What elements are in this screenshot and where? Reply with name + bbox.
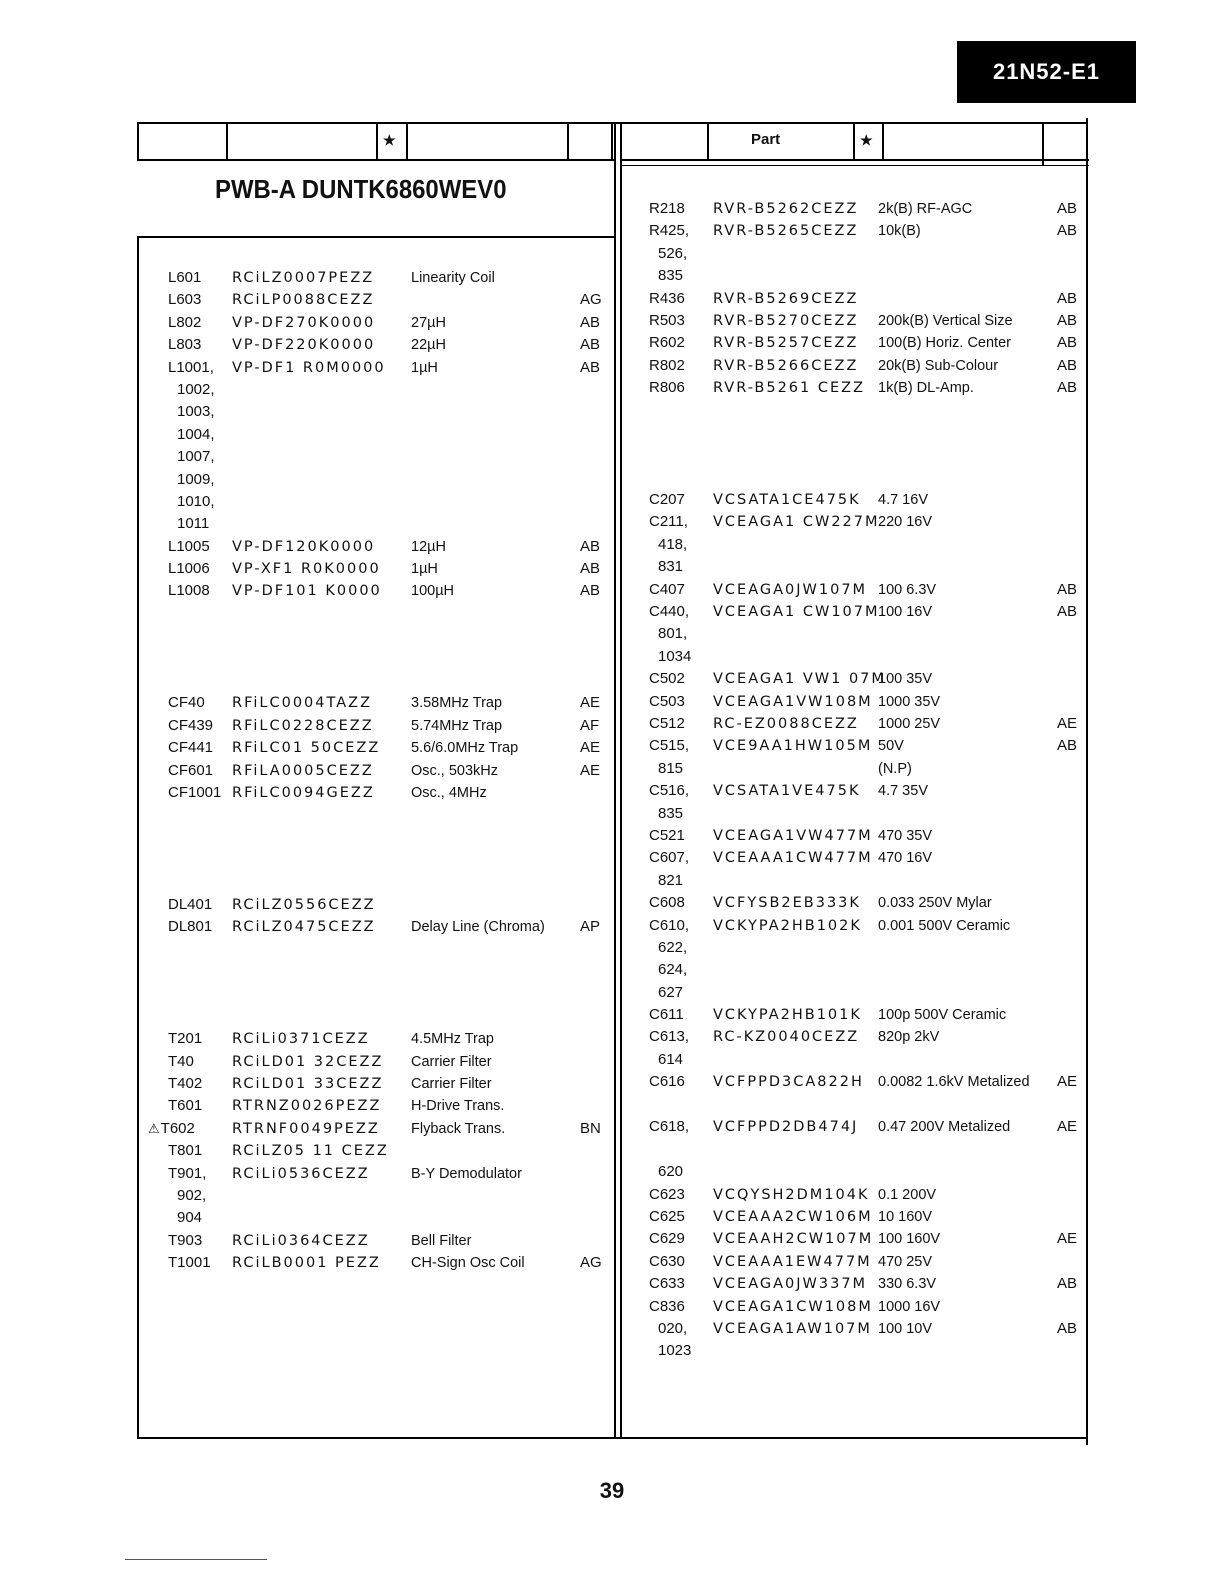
part-ref: 1023	[658, 1342, 692, 1360]
part-ref: C623	[649, 1185, 685, 1203]
part-ref: 831	[658, 558, 684, 576]
hdr-div-8	[853, 122, 855, 160]
part-code: RCiLZ0556CEZZ	[232, 896, 376, 913]
part-desc: 12µH	[411, 538, 446, 555]
part-desc: 2k(B) RF-AGC	[878, 201, 973, 217]
part-desc: 470 16V	[878, 850, 933, 867]
part-desc: 330 6.3V	[878, 1276, 937, 1293]
part-ref: CF441	[168, 739, 214, 757]
part-ref: 902,	[177, 1187, 207, 1205]
hdr-div-5	[567, 122, 569, 160]
part-rank: AB	[1057, 603, 1078, 621]
part-desc: 100 10V	[878, 1320, 933, 1337]
part-rank: AE	[1057, 1073, 1078, 1091]
part-code: VCKYPA2HB102K	[713, 917, 862, 934]
part-ref: T601	[168, 1097, 203, 1115]
part-row	[0, 668, 1086, 690]
part-ref: C608	[649, 894, 685, 912]
part-desc: 10 160V	[878, 1209, 933, 1226]
part-code: RFiLC01 50CEZZ	[232, 740, 381, 757]
part-code: RVR-B5261 CEZZ	[713, 380, 866, 397]
part-code: VCEAGA0JW107M	[713, 581, 868, 598]
part-rank: AF	[580, 716, 600, 734]
part-row	[0, 825, 1086, 847]
part-row	[0, 982, 1086, 1004]
part-code: VCEAGA1CW108M	[713, 1298, 873, 1315]
part-ref: R802	[649, 356, 685, 374]
part-code: VCEAGA1 CW107M	[713, 604, 880, 621]
part-ref: C503	[649, 692, 685, 710]
part-desc: Carrier Filter	[411, 1076, 492, 1093]
part-row	[0, 220, 1086, 242]
part-ref: 1011	[177, 515, 210, 533]
part-code: VCEAAA2CW106M	[713, 1209, 873, 1226]
part-ref: 1003,	[177, 403, 215, 421]
page-number: 39	[599, 1478, 625, 1503]
part-ref: CF601	[168, 761, 214, 779]
part-row	[0, 601, 1086, 623]
part-row	[0, 713, 1086, 735]
part-desc: H-Drive Trans.	[411, 1098, 505, 1115]
part-code: RC-EZ0088CEZZ	[713, 715, 859, 732]
part-desc: 470 35V	[878, 827, 933, 844]
part-ref: C521	[649, 826, 685, 844]
part-ref: DL801	[168, 918, 213, 936]
part-desc: 20k(B) Sub-Colour	[878, 357, 999, 374]
part-ref: L1001,	[168, 358, 214, 376]
part-code: VP-DF101 K0000	[232, 583, 382, 600]
part-ref: DL401	[168, 895, 213, 913]
part-desc: 100 35V	[878, 671, 933, 688]
part-code: VCEAGA1AW107M	[713, 1320, 872, 1337]
part-code: VP-XF1 R0K0000	[232, 561, 381, 578]
part-ref: T801	[168, 1142, 203, 1160]
part-desc: 100µH	[411, 583, 455, 600]
part-desc: 1000 25V	[878, 715, 941, 732]
board-title: PWB-A DUNTK6860WEV0	[215, 174, 507, 204]
part-ref: C607,	[649, 849, 690, 867]
part-row	[0, 511, 1086, 533]
part-row	[0, 870, 1086, 892]
part-ref: C613,	[649, 1028, 690, 1046]
part-row	[0, 1184, 1086, 1206]
part-row	[0, 1206, 1086, 1228]
part-row	[0, 1026, 1086, 1048]
hdr-div-6	[611, 122, 613, 160]
part-desc: 820p 2kV	[878, 1029, 940, 1046]
part-ref: L803	[168, 336, 202, 354]
bottom-line	[137, 1437, 1088, 1439]
part-ref: T201	[168, 1030, 203, 1048]
part-desc: 22µH	[411, 337, 446, 354]
part-desc: 200k(B) Vertical Size	[878, 312, 1013, 329]
part-ref: R436	[649, 289, 685, 307]
part-ref: C211,	[649, 513, 688, 531]
part-rank: AB	[580, 336, 601, 354]
part-row	[0, 489, 1086, 511]
part-ref: C629	[649, 1230, 685, 1248]
part-desc: 1µH	[411, 561, 438, 578]
part-rank: AE	[580, 694, 601, 712]
part-row	[0, 1340, 1086, 1362]
part-rank: AB	[1057, 289, 1078, 307]
footer-link-line	[125, 1559, 267, 1560]
part-row	[0, 937, 1086, 959]
part-ref: T901,	[168, 1164, 207, 1182]
part-row	[0, 355, 1086, 377]
hdr-div-2	[226, 122, 228, 160]
part-ref: 904	[177, 1209, 203, 1227]
part-ref: R503	[649, 311, 685, 329]
part-code: RVR-B5266CEZZ	[713, 357, 859, 374]
part-ref: C633	[649, 1275, 685, 1293]
part-desc: 0.1 200V	[878, 1186, 937, 1203]
part-ref: C618,	[649, 1118, 690, 1136]
part-row	[0, 1273, 1086, 1295]
part-code: VCEAGA1 VW1 07M	[713, 671, 886, 688]
part-ref: C630	[649, 1252, 685, 1270]
hdr-div-9	[882, 122, 884, 160]
part-rank: AE	[1057, 714, 1078, 732]
part-rank: AB	[1057, 580, 1078, 598]
part-row	[0, 288, 1086, 310]
part-ref: 821	[658, 871, 684, 889]
part-desc: 4.7 16V	[878, 492, 928, 509]
part-code: RFiLA0005CEZZ	[232, 762, 374, 779]
part-ref: 627	[658, 983, 684, 1001]
part-code: RCiLP0088CEZZ	[232, 292, 375, 309]
part-rank: AB	[1057, 379, 1078, 397]
part-ref: 1002,	[177, 380, 215, 398]
part-desc: Flyback Trans.	[411, 1120, 506, 1137]
part-desc: CH-Sign Osc Coil	[411, 1255, 525, 1272]
part-desc: 0.47 200V Metalized	[878, 1119, 1011, 1136]
part-desc: B-Y Demodulator	[411, 1165, 522, 1182]
part-rank: AE	[1057, 1230, 1078, 1248]
part-code: VP-DF220K0000	[232, 337, 376, 354]
part-ref: L601	[168, 269, 202, 286]
part-rank: AB	[580, 313, 601, 331]
part-desc: 100 6.3V	[878, 581, 937, 598]
part-desc: 1000 16V	[878, 1298, 941, 1315]
part-code: VCEAAA1EW477M	[713, 1253, 872, 1270]
part-code: RFiLC0228CEZZ	[232, 717, 374, 734]
part-code: VCE9AA1HW105M	[713, 738, 873, 755]
warning-triangle-icon: ⚠	[148, 1120, 160, 1136]
part-code: RCiLD01 32CEZZ	[232, 1053, 384, 1070]
part-rank: AE	[580, 761, 601, 779]
part-code: RVR-B5269CEZZ	[713, 290, 859, 307]
hdr-div-3	[376, 122, 378, 160]
part-desc: 1µH	[411, 359, 438, 376]
part-ref: 614	[658, 1050, 684, 1068]
part-row	[0, 198, 1086, 220]
part-desc: 0.001 500V Ceramic	[878, 917, 1011, 934]
part-row	[0, 1161, 1086, 1183]
part-code: RCiLZ0007PEZZ	[232, 270, 375, 286]
part-code: RC-KZ0040CEZZ	[713, 1029, 860, 1046]
part-code: VCEAGA1VW477M	[713, 827, 873, 844]
part-ref: C611	[649, 1006, 684, 1024]
part-row	[0, 243, 1086, 265]
header-star-left: ★	[383, 132, 396, 148]
part-ref: CF1001	[168, 783, 222, 801]
part-rank: BN	[580, 1119, 601, 1137]
part-rank: AB	[580, 537, 601, 555]
part-desc: 1k(B) DL-Amp.	[878, 380, 974, 397]
part-code: VCEAGA1VW108M	[713, 693, 873, 710]
part-row	[0, 803, 1086, 825]
header-part-label: Part	[751, 131, 781, 148]
part-row	[0, 444, 1086, 466]
part-ref: R602	[649, 334, 685, 352]
part-ref: C440,	[649, 603, 690, 621]
part-ref: L603	[168, 291, 202, 309]
part-rank: AE	[1057, 1118, 1078, 1136]
part-ref: 620	[658, 1163, 684, 1181]
part-ref: C836	[649, 1297, 685, 1315]
right-border	[1086, 118, 1088, 1445]
part-ref: 801,	[658, 625, 688, 643]
part-code: RCiLZ0475CEZZ	[232, 919, 376, 936]
part-code: RCiLD01 33CEZZ	[232, 1076, 384, 1093]
part-ref: 835	[658, 804, 684, 822]
part-row	[0, 377, 1086, 399]
part-ref: 1009,	[177, 470, 215, 488]
part-row	[0, 780, 1086, 802]
part-code: VCEAGA0JW337M	[713, 1276, 868, 1293]
part-desc: Linearity Coil	[411, 270, 495, 286]
part-ref: 622,	[658, 938, 688, 956]
part-ref: 418,	[658, 535, 688, 553]
part-rank: AB	[1057, 200, 1078, 217]
part-row	[0, 332, 1086, 354]
part-rank: AB	[580, 560, 601, 578]
part-ref: L1005	[168, 537, 210, 555]
part-rank: AB	[1057, 737, 1078, 755]
part-code: RVR-B5270CEZZ	[713, 312, 859, 329]
part-rank: AB	[580, 582, 601, 600]
part-ref: 624,	[658, 961, 688, 979]
part-row	[0, 1318, 1086, 1340]
part-code: VCFPPD2DB474J	[713, 1119, 859, 1136]
header-under-line-right	[620, 165, 1089, 166]
hdr-div-7	[707, 122, 709, 160]
part-row	[0, 623, 1086, 645]
part-code: RCiLZ05 11 CEZZ	[232, 1143, 389, 1160]
part-code: RCiLi0536CEZZ	[232, 1165, 370, 1182]
part-row	[0, 646, 1086, 668]
part-ref: 835	[658, 267, 684, 285]
part-desc: 10k(B)	[878, 223, 921, 240]
part-code: VCEAAH2CW107M	[713, 1231, 874, 1248]
part-desc: Bell Filter	[411, 1232, 472, 1249]
part-code: RTRNZ0026PEZZ	[232, 1098, 382, 1115]
part-ref: C502	[649, 670, 685, 688]
part-desc: 5.6/6.0MHz Trap	[411, 740, 519, 757]
part-code: VCEAAA1CW477M	[713, 850, 873, 867]
part-code: RFiLC0094GEZZ	[232, 784, 375, 801]
part-row	[0, 915, 1086, 937]
part-rank: AB	[1057, 356, 1078, 374]
part-ref: C515,	[649, 737, 690, 755]
part-rank: AG	[580, 291, 602, 309]
part-desc: Carrier Filter	[411, 1053, 492, 1070]
part-ref: C625	[649, 1208, 685, 1226]
part-row	[0, 735, 1086, 757]
part-row	[0, 959, 1086, 981]
part-desc: Osc., 4MHz	[411, 784, 487, 801]
part-rank: AG	[580, 1254, 602, 1272]
part-ref: CF40	[168, 694, 205, 712]
part-desc: 0.033 250V Mylar	[878, 895, 992, 912]
part-desc: 100p 500V Ceramic	[878, 1007, 1007, 1024]
part-row	[0, 467, 1086, 489]
part-ref: C610,	[649, 916, 690, 934]
part-row	[0, 1296, 1086, 1318]
part-row	[0, 847, 1086, 869]
part-row	[0, 579, 1086, 601]
part-code: RVR-B5262CEZZ	[713, 201, 859, 217]
part-desc: 50V	[878, 738, 904, 755]
part-ref: 1007,	[177, 448, 215, 466]
part-ref: T40	[168, 1052, 194, 1070]
part-row	[0, 400, 1086, 422]
part-rank: AB	[1057, 311, 1078, 329]
part-desc: 100 16V	[878, 604, 933, 621]
page-code-badge: 21N52-E1	[957, 41, 1136, 103]
part-code: VCFYSB2EB333K	[713, 895, 861, 912]
part-row	[0, 1228, 1086, 1250]
part-ref: 020,	[658, 1319, 688, 1337]
part-code: RCiLB0001 PEZZ	[232, 1255, 381, 1272]
part-desc: 27µH	[411, 314, 446, 331]
part-desc: Osc., 503kHz	[411, 762, 499, 779]
part-ref: T903	[168, 1231, 203, 1249]
part-desc: 470 25V	[878, 1253, 933, 1270]
part-code: RCiLi0364CEZZ	[232, 1232, 370, 1249]
part-desc: Delay Line (Chroma)	[411, 919, 545, 936]
part-row	[0, 1049, 1086, 1071]
part-ref: R425,	[649, 222, 690, 240]
part-code: RCiLi0371CEZZ	[232, 1031, 370, 1048]
part-ref: CF439	[168, 716, 214, 734]
part-ref: C616	[649, 1073, 685, 1091]
part-ref: 1034	[658, 647, 692, 665]
right-parts-list	[0, 198, 1086, 1363]
part-desc: 5.74MHz Trap	[411, 717, 503, 734]
part-row	[0, 1116, 1086, 1161]
part-ref: L1008	[168, 582, 210, 600]
part-rank: AB	[1057, 1275, 1078, 1293]
part-row	[0, 556, 1086, 578]
part-code: VP-DF1 R0M0000	[232, 359, 386, 376]
part-rank: AB	[1057, 1319, 1078, 1337]
part-desc: 220 16V	[878, 514, 933, 531]
part-ref-text: T602	[160, 1119, 195, 1137]
part-rank: AB	[1057, 222, 1078, 240]
part-ref: 1004,	[177, 425, 215, 443]
part-row	[0, 1071, 1086, 1116]
part-ref: 1010,	[177, 492, 215, 510]
part-desc: 1000 35V	[878, 693, 941, 710]
part-row	[0, 1251, 1086, 1273]
part-desc: 4.7 35V	[878, 783, 928, 800]
part-row	[0, 1004, 1086, 1026]
part-code: VCSATA1CE475K	[713, 492, 861, 509]
part-row	[0, 310, 1086, 332]
part-code: RTRNF0049PEZZ	[232, 1120, 380, 1137]
part-ref: T402	[168, 1075, 203, 1093]
part-ref: R218	[649, 200, 685, 217]
header-bottom-line-right	[620, 159, 1089, 161]
part-desc: 100(B) Horiz. Center	[878, 335, 1011, 352]
part-rank: AB	[580, 358, 601, 376]
part-code: RVR-B5257CEZZ	[713, 335, 859, 352]
part-rank: AB	[1057, 334, 1078, 352]
part-ref: C516,	[649, 782, 690, 800]
part-code: VCEAGA1 CW227M	[713, 514, 880, 531]
hdr-div-1	[137, 122, 139, 160]
header-star-right: ★	[860, 132, 873, 148]
part-rank: AE	[580, 739, 601, 757]
hdr-div-10	[1042, 122, 1044, 166]
part-ref: C512	[649, 714, 685, 732]
part-row	[0, 892, 1086, 914]
part-row	[0, 691, 1086, 713]
part-ref: C207	[649, 491, 685, 509]
part-ref: 815	[658, 759, 684, 777]
part-desc: 100 160V	[878, 1231, 941, 1248]
part-ref: C407	[649, 580, 685, 598]
part-rank: AP	[580, 918, 601, 936]
part-ref: L802	[168, 313, 202, 331]
part-desc: (N.P)	[878, 760, 912, 777]
part-code: VCQYSH2DM104K	[713, 1186, 870, 1203]
part-code: RVR-B5265CEZZ	[713, 223, 859, 240]
header-top-line	[137, 122, 1088, 124]
part-ref: T1001	[168, 1254, 211, 1272]
part-row	[0, 422, 1086, 444]
hdr-div-4	[406, 122, 408, 160]
part-code: VCKYPA2HB101K	[713, 1007, 862, 1024]
part-code: RFiLC0004TAZZ	[232, 695, 373, 712]
part-desc: 0.0082 1.6kV Metalized	[878, 1074, 1030, 1091]
part-ref: R806	[649, 379, 685, 397]
part-ref: L1006	[168, 560, 210, 578]
part-row	[0, 758, 1086, 780]
part-desc: 4.5MHz Trap	[411, 1031, 494, 1048]
part-code: VP-DF270K0000	[232, 314, 376, 331]
part-desc: 3.58MHz Trap	[411, 695, 503, 712]
part-code: VCSATA1VE475K	[713, 783, 861, 800]
part-row	[0, 534, 1086, 556]
part-row	[0, 265, 1086, 287]
part-code: VP-DF120K0000	[232, 538, 376, 555]
part-ref: 526,	[658, 244, 688, 262]
part-code: VCFPPD3CA822H	[713, 1074, 864, 1091]
